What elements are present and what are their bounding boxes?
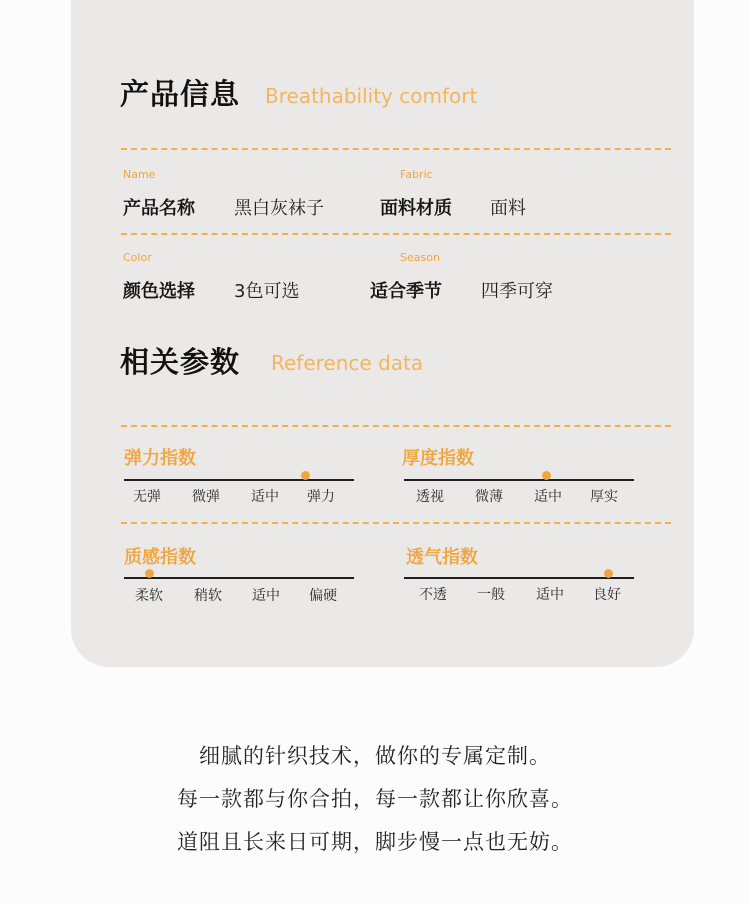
index-scale-line <box>404 479 634 481</box>
index-tick: 一般 <box>477 587 505 603</box>
slogan-line-2: 每一款都与你合拍，每一款都让你欣喜。 <box>177 787 573 811</box>
index-tick: 不透 <box>419 587 447 603</box>
field-tag-color: Color <box>123 251 152 264</box>
index-scale-line <box>124 577 354 579</box>
index-tick: 柔软 <box>135 588 163 604</box>
index-tick: 无弹 <box>133 489 161 505</box>
divider <box>121 148 671 150</box>
index-tick: 适中 <box>252 588 280 604</box>
slogan-line-1: 细腻的针织技术，做你的专属定制。 <box>199 744 551 768</box>
field-value-season: 四季可穿 <box>481 281 553 302</box>
index-scale-line <box>404 577 634 579</box>
field-label-season: 适合季节 <box>370 281 442 302</box>
index-title-texture: 质感指数 <box>124 547 196 568</box>
index-tick: 稍软 <box>194 588 222 604</box>
index-level-marker <box>145 569 154 578</box>
field-value-name: 黑白灰袜子 <box>234 198 324 219</box>
field-value-fabric: 面料 <box>490 198 526 219</box>
field-label-fabric: 面料材质 <box>380 198 452 219</box>
field-value-color: 3色可选 <box>234 281 300 302</box>
index-tick: 微弹 <box>192 489 220 505</box>
product-info-subtitle: Breathability comfort <box>265 84 478 108</box>
index-tick: 透视 <box>416 489 444 505</box>
field-label-name: 产品名称 <box>123 198 195 219</box>
index-tick: 适中 <box>251 489 279 505</box>
index-tick: 适中 <box>536 587 564 603</box>
index-tick: 偏硬 <box>309 588 337 604</box>
field-tag-fabric: Fabric <box>400 168 433 181</box>
index-title-thickness: 厚度指数 <box>402 448 474 469</box>
field-tag-name: Name <box>123 168 156 181</box>
index-tick: 厚实 <box>590 489 618 505</box>
index-title-breathability: 透气指数 <box>406 547 478 568</box>
divider <box>121 522 671 524</box>
index-tick: 良好 <box>593 587 621 603</box>
index-tick: 弹力 <box>307 489 335 505</box>
divider <box>121 233 671 235</box>
product-info-title: 产品信息 <box>120 77 241 111</box>
field-tag-season: Season <box>400 251 440 264</box>
slogan-line-3: 道阻且长来日可期，脚步慢一点也无妨。 <box>177 830 573 854</box>
reference-title: 相关参数 <box>120 345 241 379</box>
field-label-color: 颜色选择 <box>123 281 195 302</box>
index-title-elasticity: 弹力指数 <box>124 448 196 469</box>
reference-subtitle: Reference data <box>271 351 424 375</box>
index-scale-line <box>124 479 354 481</box>
index-tick: 适中 <box>534 489 562 505</box>
index-tick: 微薄 <box>475 489 503 505</box>
divider <box>121 425 671 427</box>
